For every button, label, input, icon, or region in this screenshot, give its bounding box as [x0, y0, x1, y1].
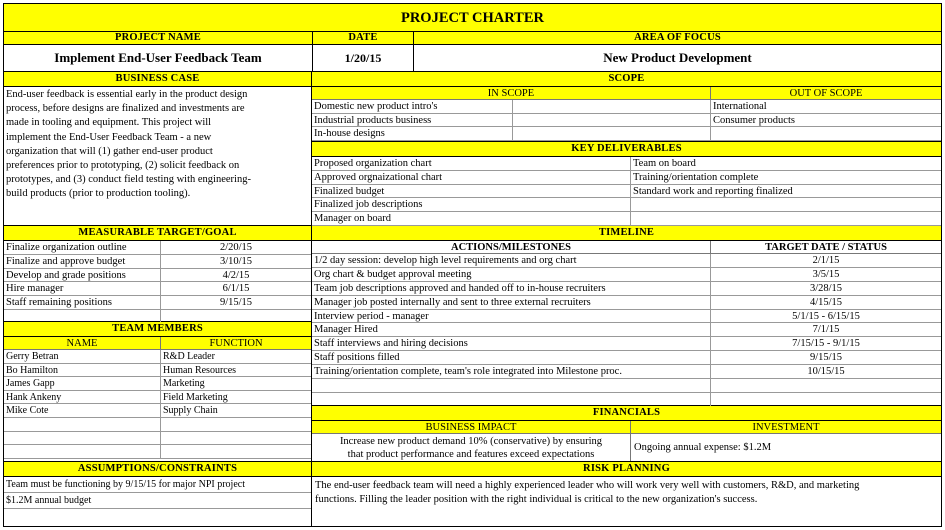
business-case-line: End-user feedback is essential early in the product design [6, 89, 248, 100]
timeline-date: 9/15/15 [710, 351, 941, 364]
scope-row [312, 127, 941, 141]
team-function [160, 418, 311, 431]
target-goal: Hire manager [6, 283, 64, 295]
target-row [4, 269, 311, 283]
timeline-row [312, 296, 941, 310]
in-scope-item: Domestic new product intro's [314, 101, 438, 112]
scope-row [312, 100, 941, 114]
in-scope-extra [512, 100, 710, 113]
team-name: Mike Cote [6, 405, 49, 417]
timeline-date: 3/28/15 [710, 282, 941, 295]
business-case-line: organization that will (1) gather end-user product [6, 145, 213, 157]
investment-label: INVESTMENT [630, 421, 941, 433]
timeline-action: Interview period - manager [314, 310, 429, 322]
risk-line-1: The end-user feedback team will need a highly experienced leader who will work very well with customers, R&D, and marketing [315, 480, 860, 491]
assumptions-rows [4, 477, 311, 509]
scope-label: SCOPE [312, 72, 941, 87]
business-case-line: implement the End-User Feedback Team - a new [6, 131, 212, 143]
area-of-focus: New Product Development [603, 50, 752, 65]
deliverable-row [312, 185, 941, 199]
deliverable-left: Approved orgnaizational chart [314, 171, 443, 183]
timeline-action [312, 379, 710, 392]
date-label: DATE [313, 32, 413, 45]
timeline-row [312, 282, 941, 296]
timeline-rows [312, 254, 941, 407]
deliverable-right [630, 198, 941, 211]
risk-label: RISK PLANNING [312, 462, 941, 477]
out-scope-item: Consumer products [710, 114, 941, 127]
timeline-date: 10/15/15 [710, 365, 941, 378]
timeline-section [312, 226, 941, 406]
timeline-action: Manager Hired [314, 324, 378, 336]
in-scope-item: In-house designs [314, 128, 385, 140]
target-date [160, 310, 311, 323]
timeline-row [312, 323, 941, 337]
team-name: Bo Hamilton [6, 364, 58, 376]
risk-text [312, 477, 941, 509]
target-date: 9/15/15 [160, 296, 311, 309]
business-case-line: made in tooling and equipment. This project will [6, 117, 212, 129]
timeline-action: Org chart & budget approval meeting [314, 268, 472, 280]
impact-line-2: that product performance and features exceed expectations [347, 449, 595, 460]
business-case-line: process, before designs are finalized and investments are [6, 103, 245, 115]
team-name [4, 432, 160, 445]
deliverable-left: Proposed organization chart [314, 158, 432, 169]
deliverable-row [312, 171, 941, 185]
assumptions-label: ASSUMPTIONS/CONSTRAINTS [4, 462, 311, 477]
business-case-line: preferences prior to prototyping, (2) solicit feedback on [6, 160, 240, 172]
team-row [4, 364, 311, 378]
timeline-action [312, 393, 710, 406]
team-function [160, 432, 311, 445]
project-name: Implement End-User Feedback Team [54, 50, 262, 65]
timeline-action: Staff interviews and hiring decisions [314, 338, 468, 350]
impact-label: BUSINESS IMPACT [312, 421, 630, 433]
team-function: Marketing [160, 377, 311, 390]
team-row [4, 377, 311, 391]
deliverable-right: Standard work and reporting finalized [630, 185, 941, 198]
deliverable-left: Manager on board [314, 213, 391, 225]
timeline-row [312, 254, 941, 268]
target-row [4, 241, 311, 255]
timeline-action: Team job descriptions approved and handed off to in-house recruiters [314, 282, 606, 294]
out-scope-item [710, 127, 941, 140]
team-name: James Gapp [6, 378, 55, 390]
impact-line-1: Increase new product demand 10% (conservative) by ensuring [339, 436, 603, 447]
target-col-header: TARGET DATE / STATUS [710, 241, 941, 253]
timeline-label: TIMELINE [312, 226, 941, 241]
investment-text: Ongoing annual expense: $1.2M [630, 434, 941, 461]
page-title: PROJECT CHARTER [4, 4, 941, 32]
target-goal: Finalize and approve budget [6, 255, 126, 267]
target-date: 2/20/15 [160, 241, 311, 254]
team-row [4, 432, 311, 446]
header-row [4, 32, 941, 72]
target-row [4, 296, 311, 310]
timeline-date: 2/1/15 [710, 254, 941, 267]
target-row [4, 282, 311, 296]
focus-label: AREA OF FOCUS [414, 32, 941, 45]
deliverables-rows [312, 157, 941, 226]
targets-label: MEASURABLE TARGET/GOAL [4, 226, 311, 241]
assumption-item: Team must be functioning by 9/15/15 for major NPI project [4, 477, 311, 493]
scope-section [312, 72, 941, 142]
target-goal: Develop and grade positions [6, 269, 126, 281]
business-case [4, 72, 311, 226]
team-row [4, 350, 311, 364]
target-goal: Finalize organization outline [6, 242, 127, 253]
business-case-text [4, 87, 311, 202]
out-scope-label: OUT OF SCOPE [710, 87, 941, 99]
assumptions-section [4, 462, 311, 526]
target-date: 6/1/15 [160, 282, 311, 295]
deliverables-label: KEY DELIVERABLES [312, 142, 941, 157]
deliverable-row [312, 157, 941, 171]
financials-label: FINANCIALS [312, 406, 941, 421]
targets-rows [4, 241, 311, 324]
function-col-header: FUNCTION [160, 337, 311, 349]
in-scope-extra [512, 127, 710, 140]
team-name [4, 445, 160, 458]
project-date: 1/20/15 [344, 51, 382, 65]
deliverable-right [630, 212, 941, 225]
timeline-date: 7/15/15 - 9/1/15 [710, 337, 941, 350]
timeline-action: Staff positions filled [314, 352, 400, 364]
deliverable-left: Finalized budget [314, 185, 385, 197]
target-goal [4, 310, 160, 323]
team-function: R&D Leader [160, 350, 311, 363]
risk-line-2: functions. Filling the leader position with the right individual is critical to the new organization's success. [315, 494, 758, 505]
timeline-row [312, 310, 941, 324]
timeline-date: 4/15/15 [710, 296, 941, 309]
timeline-action: 1/2 day session: develop high level requirements and org chart [314, 255, 577, 266]
timeline-row [312, 351, 941, 365]
timeline-row [312, 337, 941, 351]
financials-section [312, 406, 941, 462]
team-function: Supply Chain [160, 404, 311, 417]
deliverable-left: Finalized job descriptions [314, 199, 423, 211]
deliverable-right: Training/orientation complete [630, 171, 941, 184]
name-col-header: NAME [4, 337, 160, 349]
business-case-label: BUSINESS CASE [4, 72, 311, 87]
business-case-line: build products (prior to production tooling). [6, 188, 191, 200]
timeline-date: 7/1/15 [710, 323, 941, 336]
scope-rows [312, 100, 941, 141]
team-name: Hank Ankeny [6, 391, 62, 403]
team-section [4, 322, 311, 462]
timeline-date [710, 393, 941, 406]
deliverables-section [312, 142, 941, 226]
timeline-action: Manager job posted internally and sent to three external recruiters [314, 296, 591, 308]
team-row [4, 404, 311, 418]
timeline-date: 3/5/15 [710, 268, 941, 281]
target-date: 3/10/15 [160, 255, 311, 268]
deliverable-row [312, 212, 941, 226]
team-function: Human Resources [160, 364, 311, 377]
deliverable-row [312, 198, 941, 212]
team-name: Gerry Betran [6, 351, 59, 362]
timeline-row [312, 268, 941, 282]
team-function [160, 445, 311, 458]
scope-row [312, 114, 941, 128]
project-name-label: PROJECT NAME [4, 32, 312, 45]
risk-section [312, 462, 941, 526]
targets-section [4, 226, 311, 322]
actions-col-header: ACTIONS/MILESTONES [450, 242, 571, 253]
business-impact-text [312, 434, 630, 461]
target-row [4, 255, 311, 269]
in-scope-label: IN SCOPE [312, 87, 710, 99]
business-case-line: prototypes, and (3) conduct field testing with engineering- [6, 174, 251, 186]
timeline-date [710, 379, 941, 392]
timeline-row [312, 365, 941, 379]
target-goal: Staff remaining positions [6, 297, 112, 309]
timeline-row [312, 379, 941, 393]
deliverable-right: Team on board [630, 157, 941, 170]
team-row [4, 445, 311, 459]
team-label: TEAM MEMBERS [4, 322, 311, 337]
team-function: Field Marketing [160, 391, 311, 404]
in-scope-item: Industrial products business [314, 114, 432, 126]
in-scope-extra [512, 114, 710, 127]
team-row [4, 391, 311, 405]
target-date: 4/2/15 [160, 269, 311, 282]
team-name [4, 418, 160, 431]
timeline-date: 5/1/15 - 6/15/15 [710, 310, 941, 323]
timeline-row [312, 393, 941, 407]
assumption-item: $1.2M annual budget [4, 493, 311, 509]
team-rows [4, 350, 311, 459]
team-row [4, 418, 311, 432]
out-scope-item: International [710, 100, 941, 113]
timeline-action: Training/orientation complete, team's role integrated into Milestone proc. [314, 366, 622, 378]
